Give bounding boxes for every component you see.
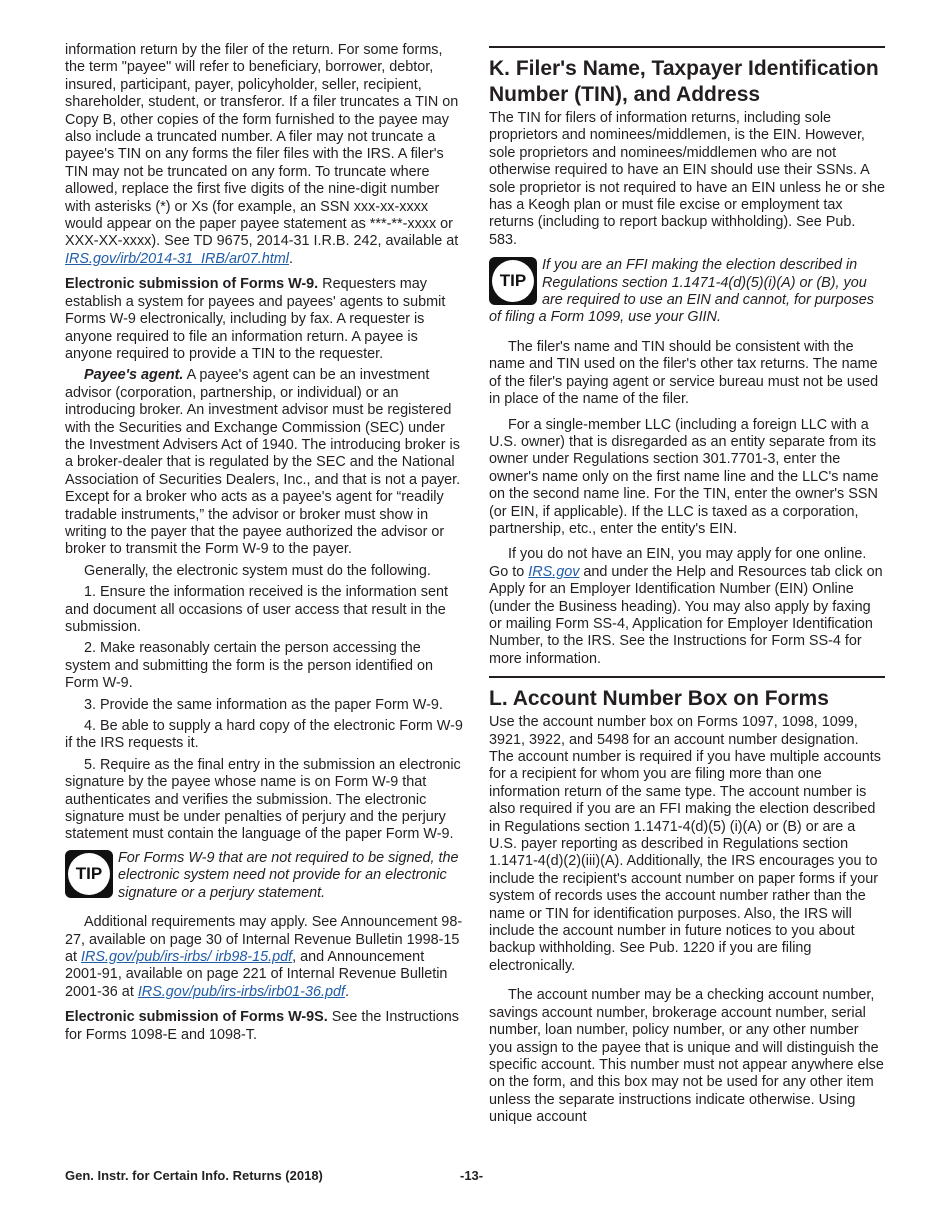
section-heading: L. Account Number Box on Forms xyxy=(489,687,829,711)
text: . xyxy=(344,983,349,1000)
text: 1. Ensure the information received is the information sent and document all occasions of user access that result in the submission. xyxy=(65,584,448,635)
paragraph xyxy=(65,640,463,692)
paragraph xyxy=(65,276,463,363)
tip-box xyxy=(65,850,463,902)
section-divider xyxy=(489,46,885,48)
paragraph xyxy=(65,42,463,268)
tip-icon-label: TIP xyxy=(492,260,534,302)
paragraph xyxy=(65,367,463,558)
right-column xyxy=(489,44,885,1135)
paragraph xyxy=(65,757,463,844)
link[interactable]: IRS.gov xyxy=(528,563,580,580)
text: information return by the filer of the return. For some forms, the term "payee" will refer to beneficiary, borrower, debtor, insured, participant, payer, policyholder, seller, recipient, shareholder, student, or transferor. If a filer truncates a TIN on Copy B, other copies of the form furnished to the payee may also include a truncated number. A filer may not truncate a payee's TIN on any forms the filer files with the IRS. A filer's TIN may not be truncated on any form. To truncate where allowed, replace the first five digits of the nine-digit number with asterisks (*) or Xs (for example, an SSN xxx-xx-xxxx would appear on the paper payee statement as ***-**-xxxx or XXX-XX-xxxx). See TD 9675, 2014-31 I.R.B. 242, available at xyxy=(65,42,459,250)
paragraph xyxy=(489,339,885,409)
section-heading: K. Filer's Name, Taxpayer Identification Number (TIN), and Address xyxy=(489,57,879,106)
text: Use the account number box on Forms 1097, 1098, 1099, 3921, 3922, and 5498 for an account number designation. The account number is required if you have multiple accounts for a recipient for whom you are filing more than one information return of the same type. The account number is also required if you are an FFI making the election described in Regulations section 1.1471-4(d)(5) (i)(A) or (B) or are a U.S. payer reporting as described in Regulations section 1.1471-4(d)(2)(iii)(A). Additionally, the IRS encourages you to include the recipient's account number on paper forms if your system of records uses the account number rather than the name or TIN for identification purposes. Also, the IRS will include the account number in future notices to you about backup withholding. See Pub. 1220 if you are filing electronically. xyxy=(489,714,881,974)
text: The filer's name and TIN should be consistent with the name and TIN used on the filer's other tax returns. The name of the filer's paying agent or service bureau must not be used in place of the name of the filer. xyxy=(489,338,879,408)
tip-text: If you are an FFI making the election described in Regulations section 1.1471-4(d)(5)(i)(A) or (B), you are required to use an EIN and cannot, for purposes of filing a Form 1099, use your GIIN. xyxy=(489,257,874,326)
paragraph xyxy=(65,718,463,753)
paragraph xyxy=(65,563,463,580)
link[interactable]: IRS.gov/pub/irs-irbs/irb01-36.pdf xyxy=(137,983,345,1000)
run-in-heading: Payee's agent. xyxy=(84,367,184,384)
text: 5. Require as the final entry in the submission an electronic signature by the payee whose name is on Form W-9 that authenticates and verifies the submission. The electronic signature must be under penalties of perjury and the perjury statement must contain the language of the paper Form W-9. xyxy=(65,756,461,843)
paragraph xyxy=(489,987,885,1126)
text: 3. Provide the same information as the paper Form W-9. xyxy=(84,696,443,713)
paragraph xyxy=(65,697,463,714)
tip-text: For Forms W-9 that are not required to be signed, the electronic system need not provide for an electronic signature or a perjury statement. xyxy=(118,849,459,901)
text: Requesters may establish a system for payees and payees' agents to submit Forms W-9 electronically, including by fax. A requester is anyone required to file an information return. A payee is anyone required to provide a TIN to the requester. xyxy=(65,276,446,362)
text: For a single-member LLC (including a foreign LLC with a U.S. owner) that is disregarded as an entity separate from its owner under Regulations section 301.7701-3, enter the owner's name only on the first name line and the LLC's name on the second name line. For the TIN, enter the owner's SSN (or EIN, if applicable). If the LLC is taxed as a corporation, partnership, etc., enter the entity's EIN. xyxy=(489,416,879,537)
paragraph xyxy=(65,914,463,1001)
section-divider xyxy=(489,676,885,678)
text: and under the Help and Resources tab click on Apply for an Employer Identification Number (EIN) Online (under the Business heading). You may also apply by faxing or mailing Form SS-4, Application for Employer Identification Number, to the IRS. See the Instructions for Form SS-4 for more information. xyxy=(489,563,883,667)
text: See the Instructions for Forms 1098-E and 1098-T. xyxy=(65,1009,459,1043)
run-in-heading: Electronic submission of Forms W-9. xyxy=(65,276,319,293)
text: 2. Make reasonably certain the person accessing the system and submitting the form is the person identified on Form W-9. xyxy=(65,640,433,692)
text: Generally, the electronic system must do the following. xyxy=(84,562,431,579)
text: If you do not have an EIN, you may apply for one online. Go to xyxy=(489,546,867,580)
link[interactable]: IRS.gov/irb/2014-31_IRB/ar07.html xyxy=(65,250,289,267)
page-footer xyxy=(65,1168,885,1183)
paragraph xyxy=(489,714,885,975)
footer-title: Gen. Instr. for Certain Info. Returns (2018) xyxy=(65,1168,323,1183)
tip-box xyxy=(489,257,885,327)
tip-icon xyxy=(65,850,113,898)
run-in-heading: Electronic submission of Forms W-9S. xyxy=(65,1009,328,1026)
paragraph xyxy=(65,1009,463,1044)
page-number: -13- xyxy=(460,1168,484,1183)
text: 4. Be able to supply a hard copy of the electronic Form W-9 if the IRS requests it. xyxy=(65,718,463,752)
tip-icon-label: TIP xyxy=(68,853,110,895)
text: The TIN for filers of information returns, including sole proprietors and nominees/middlemen, is the EIN. However, sole proprietors and nominees/middlemen who are not otherwise required to have an EIN should use their SSNs. A sole proprietor is not required to have an EIN unless he or she has a Keogh plan or must file excise or employment tax returns (including to report backup withholding). See Pub. 583. xyxy=(489,110,885,248)
text: , and Announcement 2001-91, available on page 221 of Internal Revenue Bulletin 2001-36 at xyxy=(65,948,448,1000)
text: A payee's agent can be an investment advisor (corporation, partnership, or individual) or an introducing broker. An investment advisor must be registered with the Securities and Exchange Commission (SEC) under the Investment Advisers Act of 1940. The introducing broker is a broker-dealer that is regulated by the SEC and the National Association of Securities Dealers, Inc., and that is not a payer. Except for a broker who acts as a payee's agent for “readily tradable instruments,” the advisor or broker must show in writing to the payer that the payee authorized the advisor or broker to transmit the Form W-9 to the payer. xyxy=(65,367,461,558)
text: Additional requirements may apply. See Announcement 98-27, available on page 30 of Internal Revenue Bulletin 1998-15 at xyxy=(65,914,463,965)
paragraph xyxy=(489,546,885,668)
link[interactable]: IRS.gov/pub/irs-irbs/ irb98-15.pdf xyxy=(81,948,293,965)
text: . xyxy=(288,250,293,267)
paragraph xyxy=(489,110,885,249)
left-column xyxy=(65,42,463,1052)
tip-icon xyxy=(489,257,537,305)
text: The account number may be a checking account number, savings account number, brokerage account number, serial number, loan number, policy number, or any other number you assign to the payee that is unique and will distinguish the specific account. This number must not appear anywhere else on the form, and this box may not be used for any other item unless the separate instructions indicate otherwise. Using unique account xyxy=(489,987,884,1126)
paragraph xyxy=(489,417,885,539)
paragraph xyxy=(65,584,463,636)
